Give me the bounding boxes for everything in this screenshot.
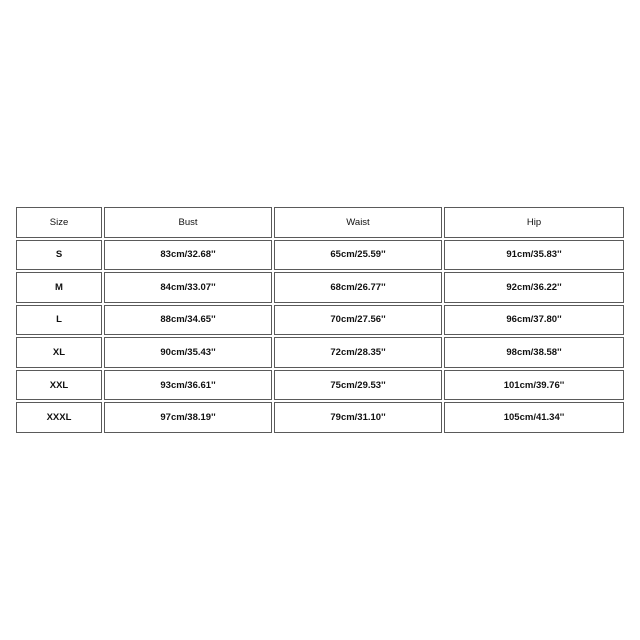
hip-cell: 101cm/39.76'' xyxy=(444,370,624,401)
bust-cell: 88cm/34.65'' xyxy=(104,305,272,336)
header-waist: Waist xyxy=(274,207,442,238)
size-chart-table xyxy=(16,207,624,433)
waist-cell: 70cm/27.56'' xyxy=(274,305,442,336)
hip-cell: 98cm/38.58'' xyxy=(444,337,624,368)
bust-cell: 97cm/38.19'' xyxy=(104,402,272,433)
hip-cell: 92cm/36.22'' xyxy=(444,272,624,303)
header-hip: Hip xyxy=(444,207,624,238)
waist-cell: 72cm/28.35'' xyxy=(274,337,442,368)
waist-cell: 79cm/31.10'' xyxy=(274,402,442,433)
waist-cell: 68cm/26.77'' xyxy=(274,272,442,303)
bust-cell: 84cm/33.07'' xyxy=(104,272,272,303)
bust-cell: 83cm/32.68'' xyxy=(104,240,272,271)
waist-cell: 75cm/29.53'' xyxy=(274,370,442,401)
hip-cell: 96cm/37.80'' xyxy=(444,305,624,336)
size-cell: L xyxy=(16,305,102,336)
size-cell: XL xyxy=(16,337,102,368)
bust-cell: 93cm/36.61'' xyxy=(104,370,272,401)
size-cell: S xyxy=(16,240,102,271)
hip-cell: 105cm/41.34'' xyxy=(444,402,624,433)
hip-cell: 91cm/35.83'' xyxy=(444,240,624,271)
size-cell: M xyxy=(16,272,102,303)
size-cell: XXXL xyxy=(16,402,102,433)
waist-cell: 65cm/25.59'' xyxy=(274,240,442,271)
size-cell: XXL xyxy=(16,370,102,401)
header-size: Size xyxy=(16,207,102,238)
header-bust: Bust xyxy=(104,207,272,238)
bust-cell: 90cm/35.43'' xyxy=(104,337,272,368)
